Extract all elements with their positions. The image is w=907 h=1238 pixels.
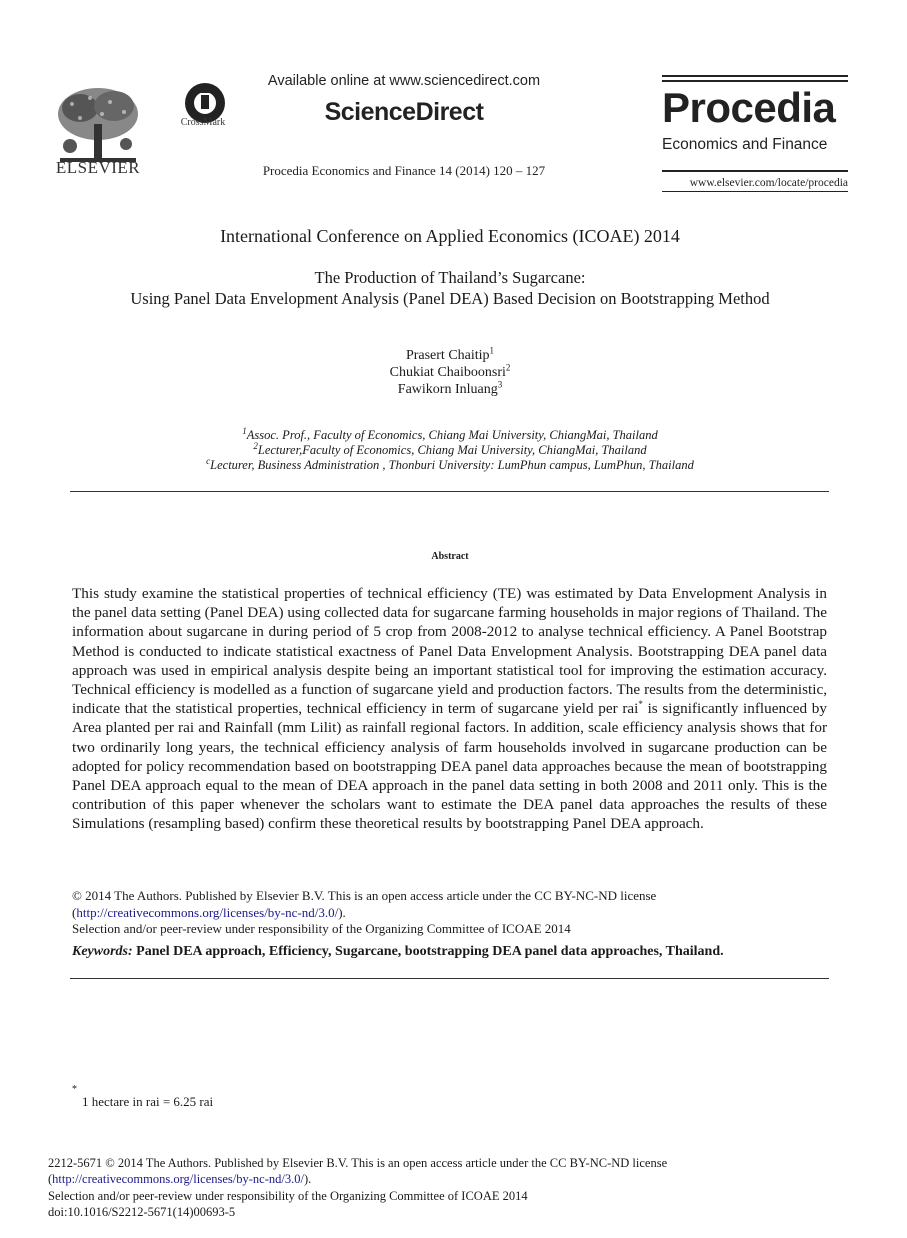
affiliation-3: $^c$Lecturer, Business Administration , Thonburi University: LumPhun campus, LumPhun, Thailand — [206, 455, 694, 472]
doi[interactable]: doi:10.1016/S2212-5671(14)00693-5 — [48, 1205, 236, 1219]
sciencedirect-logo: ScienceDirect — [324, 98, 484, 126]
conference-name: International Conference on Applied Economics (ICOAE) 2014 — [220, 226, 680, 246]
procedia-bottom-rule — [662, 170, 848, 172]
license-link[interactable]: http://creativecommons.org/licenses/by-nc-nd/3.0/ — [76, 905, 339, 920]
publisher-name: ELSEVIER — [55, 158, 141, 177]
peer-review-line: Selection and/or peer-review under responsibility of the Organizing Committee of ICOAE 2014 — [72, 921, 571, 936]
footnote-text: 1 hectare in rai = 6.25 rai — [82, 1094, 214, 1109]
divider-bottom — [70, 978, 829, 979]
abstract-text: This study examine the statistical properties of technical efficiency (TE) was estimated by Data Envelopment Analysis in the panel data setting (Panel DEA) using collected data for sugarcane farming households in major regions of Thailand. The information about sugarcane in during period of 5 crop from 2008-2012 to analyse technical efficiency. A Panel Bootstrap Method is conducted to indicate statistical exactness of Panel Data Envelopment Analysis. Bootstrapping DEA panel data approach was used in empirical analysis despite being an important statistical tool for improving the estimation accuracy. Technical efficiency is modelled as a function of sugarcane yield and production factors. The results from the deterministic, indicate that the statistical properties, technical efficiency in term of sugarcane yield per rai* is significantly influenced by Area planted per rai and Rainfall (mm Lilit) as rainfall regional factors. In addition, scale efficiency analysis shows that for two ordinarily long years, the technical efficiency analysis of farm households involved in sugarcane production can be adopted for policy recommendation based on bootstrapping DEA panel data approaches because the mean of bootstrapping Panel DEA approach equal to the mean of DEA approach in the panel data setting in both 2008 and 2011 only. This is the contribution of this paper whenever the scholars want to estimate the DEA panel data approaches the results of these Simulations (resampling based) confirm these theoretical results by bootstrapping Panel DEA approach. — [72, 585, 827, 833]
author-2: Chukiat Chaiboonsri$^2$ — [389, 362, 511, 380]
keywords-values: Panel DEA approach, Efficiency, Sugarcane, bootstrapping DEA panel data approaches, Thailand. — [136, 944, 724, 959]
abstract-heading: Abstract — [431, 551, 469, 562]
available-online-text: Available online at www.sciencedirect.com — [267, 73, 541, 89]
paper-title-line1: The Production of Thailand’s Sugarcane: — [314, 268, 586, 287]
divider-top — [70, 491, 829, 492]
journal-reference: Procedia Economics and Finance 14 (2014) 120 – 127 — [262, 163, 546, 178]
bottom-peer-review: Selection and/or peer-review under responsibility of the Organizing Committee of ICOAE 2014 — [48, 1189, 528, 1203]
paper-title-line2: Using Panel Data Envelopment Analysis (Panel DEA) Based Decision on Bootstrapping Method — [130, 289, 770, 308]
procedia-url-rule — [662, 191, 848, 192]
bottom-link-line: (http://creativecommons.org/licenses/by-nc-nd/3.0/). — [48, 1172, 312, 1186]
crossmark-label: CrossMark — [180, 117, 226, 128]
procedia-url[interactable]: www.elsevier.com/locate/procedia — [689, 177, 848, 189]
affiliation-2: $^2$Lecturer,Faculty of Economics, Chiang Mai University, ChiangMai, Thailand — [253, 440, 647, 457]
author-1: Prasert Chaitip$^1$ — [405, 345, 495, 363]
procedia-subtitle: Economics and Finance — [662, 136, 828, 153]
affiliation-1: $^1$Assoc. Prof., Faculty of Economics, Chiang Mai University, ChiangMai, Thailand — [242, 425, 658, 442]
procedia-title: Procedia — [662, 84, 836, 131]
procedia-top-rule-2 — [662, 80, 848, 82]
license-line: © 2014 The Authors. Published by Elsevier B.V. This is an open access article under the CC BY-NC-ND license — [72, 888, 657, 903]
keywords-label: Keywords: — [72, 944, 133, 959]
issn-license-line: 2212-5671 © 2014 The Authors. Published by Elsevier B.V. This is an open access article under the CC BY-NC-ND license — [48, 1156, 668, 1170]
author-3: Fawikorn Inluang$^3$ — [397, 379, 503, 397]
license-link-line: (http://creativecommons.org/licenses/by-nc-nd/3.0/). — [72, 905, 346, 920]
bottom-license-link[interactable]: http://creativecommons.org/licenses/by-nc-nd/3.0/ — [52, 1172, 304, 1186]
footnote-mark: * — [72, 1084, 77, 1095]
keywords — [72, 944, 832, 960]
procedia-top-rule — [662, 75, 848, 77]
